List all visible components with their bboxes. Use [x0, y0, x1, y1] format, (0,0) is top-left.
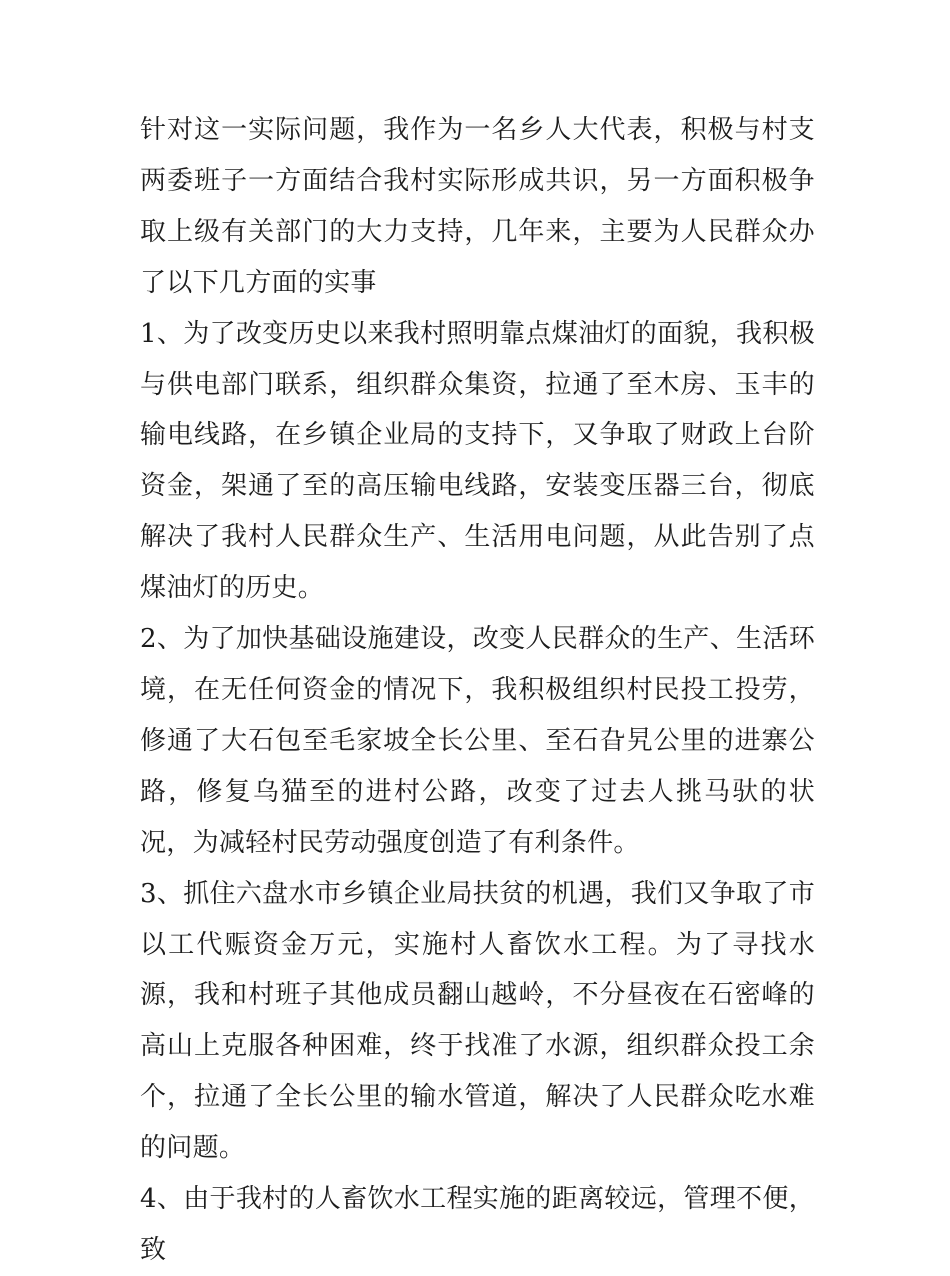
item-4-paragraph: 4、由于我村的人畜饮水工程实施的距离较远，管理不便，致 — [140, 1184, 815, 1265]
intro-paragraph: 针对这一实际问题，我作为一名乡人大代表，积极与村支两委班子一方面结合我村实际形成共识，另一方面积极争取上级有关部门的大力支持，几年来，主要为人民群众办了以下几方面的实事 — [140, 115, 815, 298]
item-3-paragraph: 3、抓住六盘水市乡镇企业局扶贫的机遇，我们又争取了市以工代赈资金万元，实施村人畜饮水工程。为了寻找水源，我和村班子其他成员翻山越岭，不分昼夜在石密峰的高山上克服各种困难，终于找准了水源，组织群众投工余个，拉通了全长公里的输水管道，解决了人民群众吃水难的问题。 — [140, 878, 815, 1164]
item-2-paragraph: 2、为了加快基础设施建设，改变人民群众的生产、生活环境，在无任何资金的情况下，我积极组织村民投工投劳，修通了大石包至毛家坡全长公里、至石旮旯公里的进寨公路，修复乌猫至的进村公路，改变了过去人挑马驮的状况，为减轻村民劳动强度创造了有利条件。 — [140, 624, 815, 858]
document-body — [140, 105, 815, 1276]
item-1-paragraph: 1、为了改变历史以来我村照明靠点煤油灯的面貌，我积极与供电部门联系，组织群众集资，拉通了至木房、玉丰的输电线路，在乡镇企业局的支持下，又争取了财政上台阶资金，架通了至的高压输电线路，安装变压器三台，彻底解决了我村人民群众生产、生活用电问题，从此告别了点煤油灯的历史。 — [140, 318, 815, 604]
